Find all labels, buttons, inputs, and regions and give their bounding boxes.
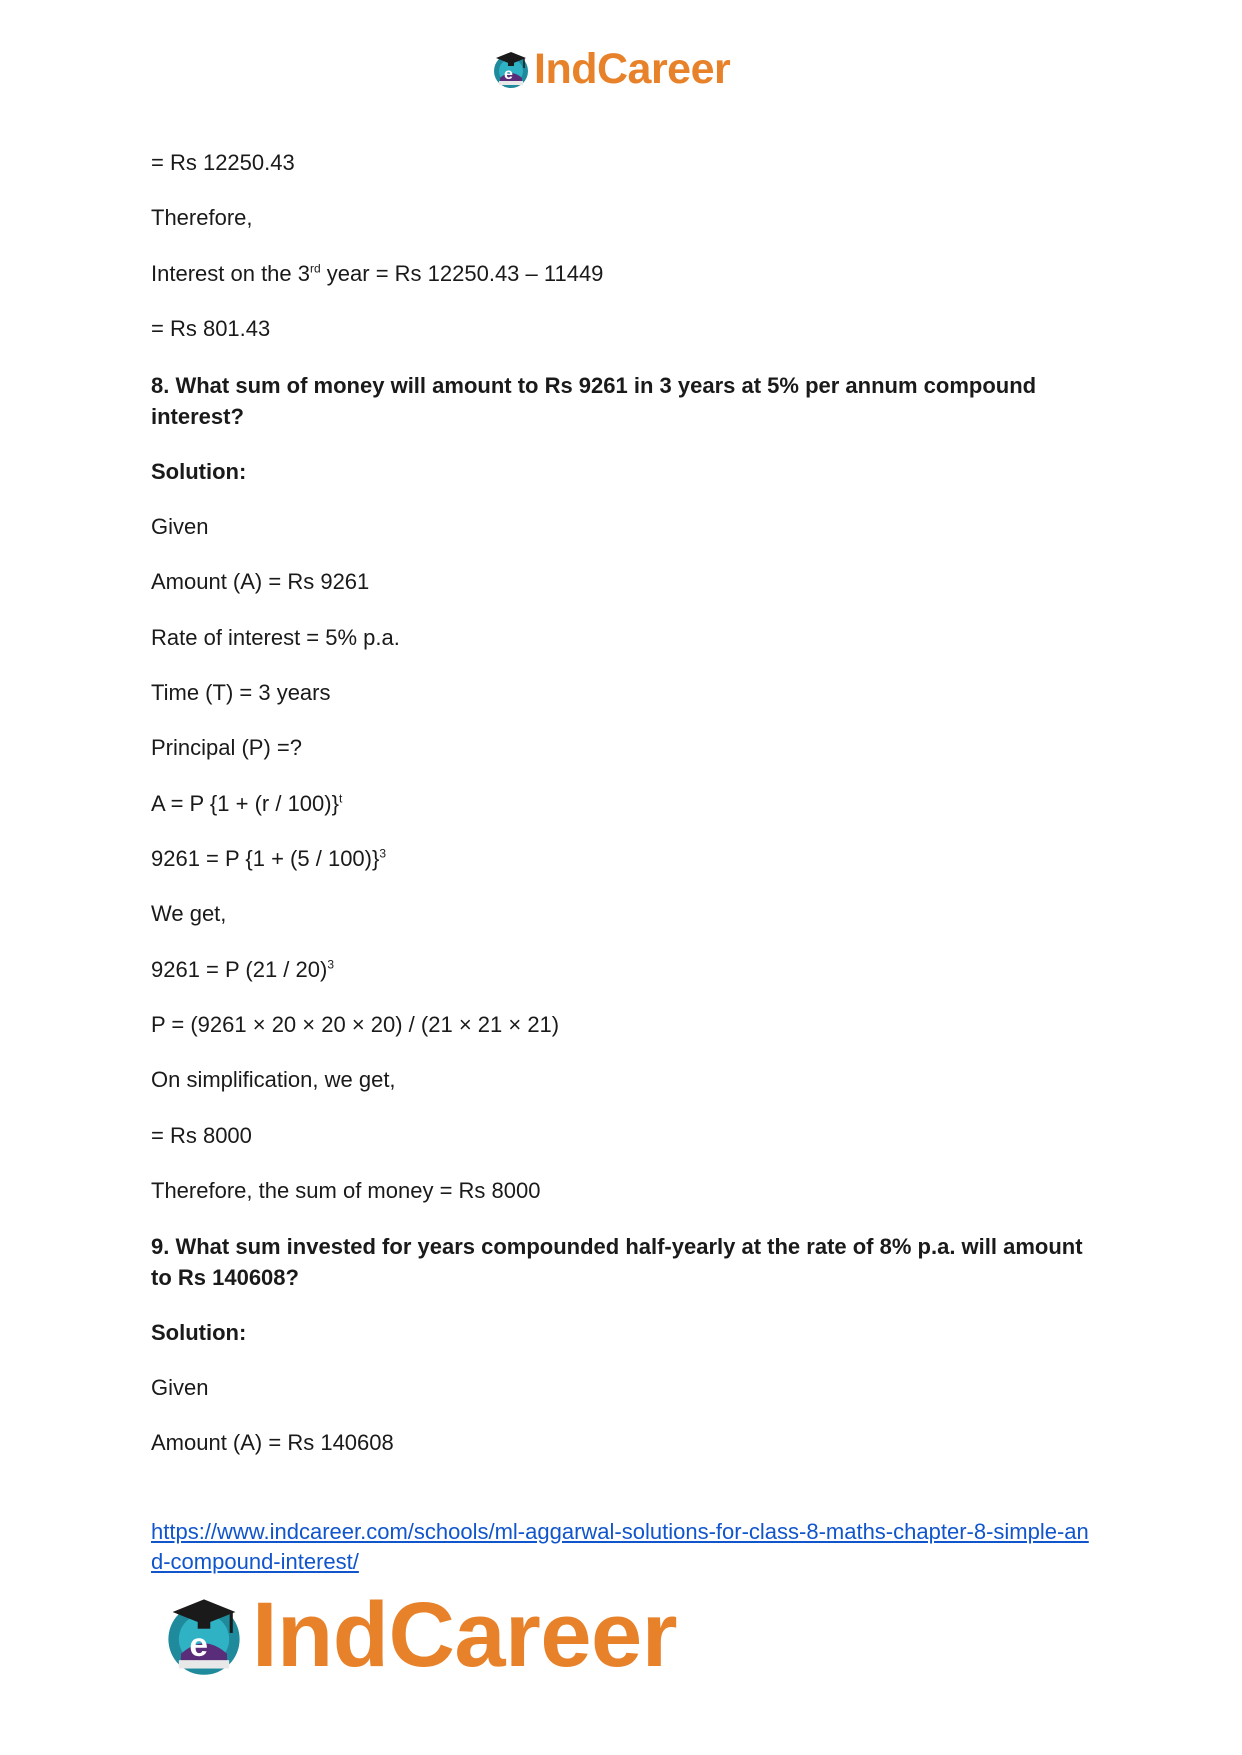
solution-heading: Solution:: [151, 1320, 247, 1345]
text-line: Given: [151, 514, 209, 539]
svg-text:e: e: [189, 1626, 208, 1664]
text-line: = Rs 8000: [151, 1123, 252, 1148]
text-line: On simplification, we get,: [151, 1067, 396, 1092]
svg-text:e: e: [504, 66, 513, 83]
text-line: Principal (P) =?: [151, 735, 303, 760]
text-line: Amount (A) = Rs 9261: [151, 569, 370, 594]
text-line: Interest on the 3rd year = Rs 12250.43 – 11449: [151, 261, 604, 286]
formula-line: 9261 = P $\{1 + (5 / 100)\}^3$: [151, 846, 387, 871]
text-line: Therefore,: [151, 205, 253, 230]
text-line: Therefore, the sum of money = Rs 8000: [151, 1178, 541, 1203]
footer-logo: [160, 1585, 677, 1685]
formula-line: A = P $\{1 + (r / 100)\}^t$: [151, 791, 343, 816]
brand-name: IndCareer: [534, 44, 731, 93]
solution-heading: Solution:: [151, 459, 247, 484]
text-line: = Rs 12250.43: [151, 150, 295, 175]
formula-line: P = (9261 × 20 × 20 × 20) / (21 × 21 × 21): [151, 1012, 560, 1037]
text-line: = Rs 801.43: [151, 316, 271, 341]
text-line: Rate of interest = 5% p.a.: [151, 625, 400, 650]
text-line: Time (T) = 3 years: [151, 680, 331, 705]
graduation-cap-globe-icon: [490, 48, 532, 90]
source-url-link[interactable]: https://www.indcareer.com/schools/ml-aggarwal-solutions-for-class-8-maths-chapter-8-simple-and-compound-interest/: [151, 1519, 1089, 1574]
text-line: Given: [151, 1375, 209, 1400]
brand-name: IndCareer: [252, 1584, 677, 1686]
text-line: We get,: [151, 901, 227, 926]
graduation-cap-globe-icon: [160, 1591, 248, 1679]
question-9: 9. What sum invested for years compounded half-yearly at the rate of 8% p.a. will amount to Rs 140608?: [151, 1234, 1083, 1290]
formula-line: 9261 = P (21 / 20)$^3$: [151, 957, 335, 982]
question-8: 8. What sum of money will amount to Rs 9261 in 3 years at 5% per annum compound interest?: [151, 373, 1037, 429]
header-logo: [490, 44, 730, 94]
text-line: Amount (A) = Rs 140608: [151, 1430, 394, 1455]
